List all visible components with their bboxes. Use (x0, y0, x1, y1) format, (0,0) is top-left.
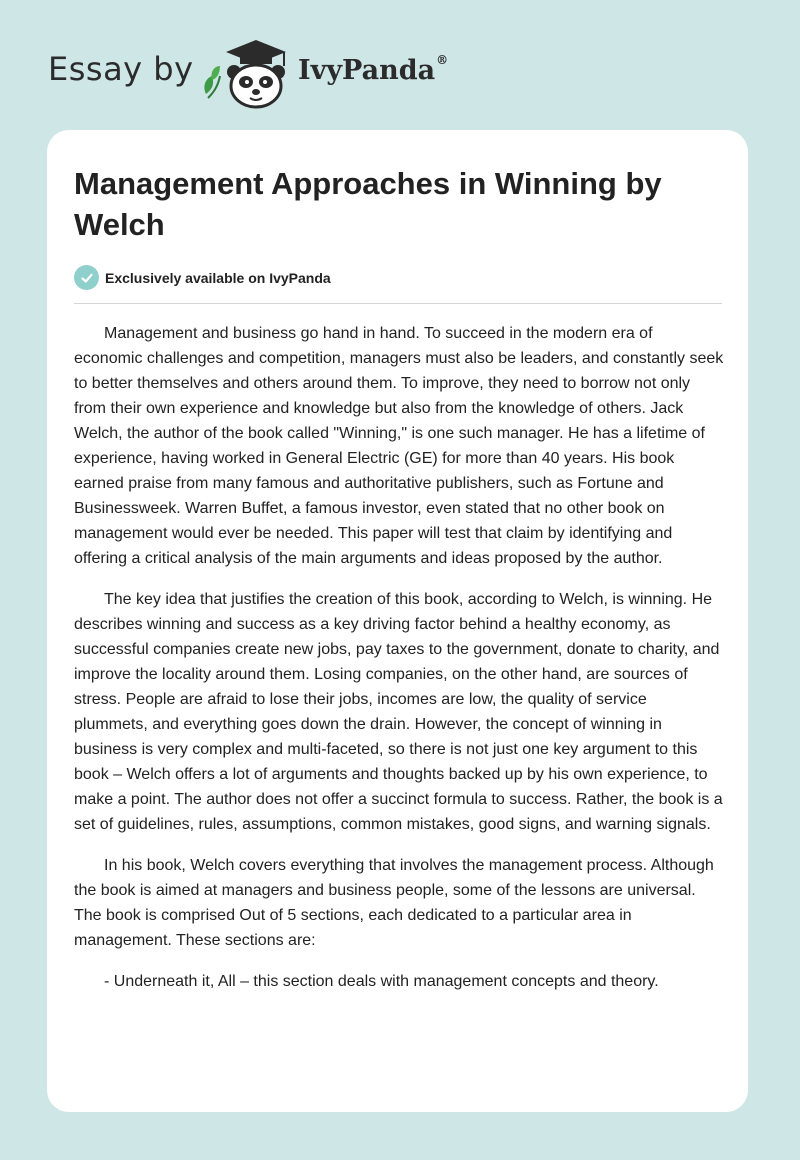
exclusive-badge (74, 265, 722, 290)
essay-body (74, 321, 724, 994)
essay-card (47, 130, 748, 1112)
essay-title: Management Approaches in Winning by Welch (74, 166, 662, 242)
essay-by-label: Essay by (48, 50, 194, 88)
paragraph: The key idea that justifies the creation of this book, according to Welch, is winning. He describes winning and success as a key driving factor behind a healthy economy, as successful companies create new jobs, pay taxes to the government, donate to charity, and improve the locality around them. Losing companies, on the other hand, are sources of stress. People are afraid to lose their jobs, incomes are low, the quality of service plummets, and everything goes down the drain. However, the concept of winning in business is very complex and multi-faceted, so there is not just one key argument to this book – Welch offers a lot of arguments and thoughts backed up by his own experience, to make a point. The author does not offer a succinct formula to success. Rather, the book is a set of guidelines, rules, assumptions, common mistakes, good signs, and warning signals. (74, 591, 723, 833)
divider (74, 303, 722, 304)
check-icon (74, 265, 99, 290)
brand-name[interactable] (298, 55, 448, 86)
site-header (0, 0, 800, 130)
paragraph: Management and business go hand in hand. To succeed in the modern era of economic challenges and competition, managers must also be leaders, and constantly seek to better themselves and others around them. To improve, they need to borrow not only from their own experience and knowledge but also from the knowledge of others. Jack Welch, the author of the book called "Winning," is one such manager. He has a lifetime of experience, having worked in General Electric (GE) for more than 40 years. His book earned praise from many famous and authoritative publishers, such as Fortune and Businessweek. Warren Buffet, a famous investor, even stated that no other book on management would ever be needed. This paper will test that claim by identifying and offering a critical analysis of the main arguments and ideas proposed by the author. (74, 325, 724, 567)
panda-logo-icon[interactable] (200, 36, 292, 110)
trademark-symbol: ® (436, 53, 449, 67)
brand-wordmark: IvyPanda (298, 55, 436, 86)
exclusive-label: Exclusively available on IvyPanda (105, 269, 331, 286)
list-item: - Underneath it, All – this section deals with management concepts and theory. (104, 973, 659, 990)
paragraph: In his book, Welch covers everything that involves the management process. Although the book is aimed at managers and business people, some of the lessons are universal. The book is comprised Out of 5 sections, each dedicated to a particular area in management. These sections are: (74, 857, 714, 949)
ivy-leaf-icon (204, 66, 220, 98)
